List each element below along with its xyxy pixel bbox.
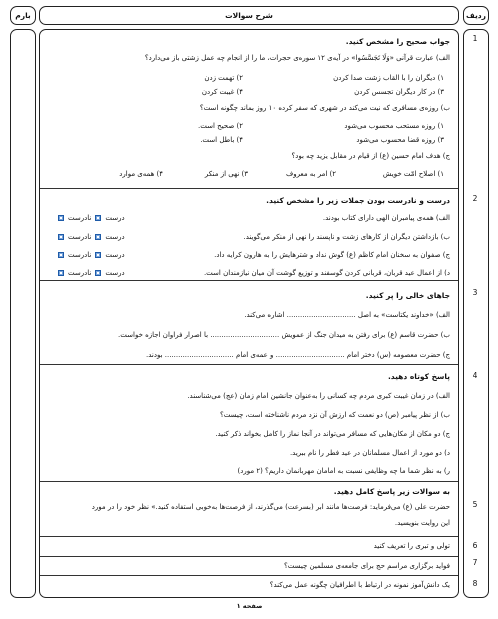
- exam-sheet: [10, 6, 489, 610]
- false-checkbox[interactable]: [58, 252, 64, 258]
- question-3: [40, 281, 458, 365]
- q8-number: 8: [472, 579, 478, 588]
- question-1: [40, 30, 458, 189]
- question-2: [40, 189, 458, 281]
- radif-column: [463, 29, 489, 598]
- true-option: درست: [105, 214, 125, 222]
- q3-c-text: ج) حضرت معصومه (س) دختر امام ............................... و عمه‌ی امام ............................... بودند.: [146, 351, 450, 359]
- question-4: [40, 365, 458, 482]
- q4-b-text: ب) از نظر پیامبر (ص) دو نعمت که ارزش آن نزد مردم ناشناخته است، چیست؟: [220, 411, 450, 419]
- q2-item-b: ب) بازداشتن دیگران از کارهای زشت و ناپسند را نهی از منکر می‌گویند.: [243, 233, 450, 241]
- q2-item-d: د) از اعمال عید قربان، قربانی کردن گوسفند و توزیع گوشت آن میان نیازمندان است.: [203, 269, 450, 277]
- q4-a-text: الف) در زمان غیبت کبری مردم چه کسانی را به‌عنوان جانشین امام زمان (عج) می‌شناسند.: [187, 392, 450, 400]
- q4-title: پاسخ کوتاه دهید.: [387, 372, 450, 381]
- q4-c-text: ج) دو مکان از مکان‌هایی که مسافر می‌تواند در آنجا نماز را کامل بخواند ذکر کنید.: [215, 430, 450, 438]
- q4-d-text: د) دو مورد از اعمال مسلمانان در عید فطر را نام ببرید.: [289, 449, 450, 457]
- q1-b-option-3: ۳) روزه قضا محسوب می‌شود: [356, 136, 444, 144]
- q3-number: 3: [472, 288, 478, 297]
- true-checkbox[interactable]: [95, 215, 101, 221]
- long-answer-title: به سوالات زیر پاسخ کامل دهید.: [333, 487, 450, 496]
- header-title: شرح سوالات: [39, 6, 459, 25]
- q7-text: فواید برگزاری مراسم حج برای جامعه‌ی مسلمین چیست؟: [284, 562, 450, 570]
- q2-title: درست و نادرست بودن جملات زیر را مشخص کنید.: [266, 196, 450, 205]
- question-5: [40, 482, 458, 537]
- q2-item-d-choices: [58, 269, 125, 277]
- barem-column: [10, 29, 36, 598]
- true-checkbox[interactable]: [95, 234, 101, 240]
- false-option: نادرست: [68, 251, 92, 259]
- q1-a-option-2: ۲) تهمت زدن: [204, 74, 243, 82]
- false-checkbox[interactable]: [58, 234, 64, 240]
- q1-c-option-3: ۳) نهی از منکر: [204, 170, 248, 178]
- q4-e-text: ر) به نظر شما ما چه وظایفی نسبت به امامان مهربانمان داریم؟ (۲ مورد): [237, 467, 450, 475]
- true-checkbox[interactable]: [95, 252, 101, 258]
- q7-number: 7: [472, 558, 478, 567]
- page-number: صفحه ۱: [236, 602, 263, 610]
- q1-b-option-2: ۲) صحیح است.: [198, 122, 243, 130]
- q3-title: جاهای خالی را پر کنید.: [365, 291, 450, 300]
- q2-number: 2: [472, 194, 478, 203]
- q1-a-option-4: ۴) غیبت کردن: [201, 88, 243, 96]
- q1-number: 1: [472, 34, 478, 43]
- true-option: درست: [105, 269, 125, 277]
- q5-number: 5: [472, 500, 478, 509]
- q1-a-option-3: ۳) در کار دیگران تجسس کردن: [354, 88, 444, 96]
- q1-title: جواب صحیح را مشخص کنید.: [345, 37, 450, 46]
- q3-a-text: الف) «خداوند یکتاست» به اصل ............................... اشاره می‌کند.: [244, 311, 450, 319]
- header-radif: ردیف: [463, 6, 489, 25]
- false-checkbox[interactable]: [58, 270, 64, 276]
- q6-text: تولی و تبری را تعریف کنید: [373, 542, 450, 550]
- true-option: درست: [105, 251, 125, 259]
- false-option: نادرست: [68, 269, 92, 277]
- q2-item-c: ج) صفوان به سخنان امام کاظم (ع) گوش نداد و شترهایش را به هارون کرایه داد.: [214, 251, 450, 259]
- table-header: [10, 6, 489, 26]
- q4-number: 4: [472, 371, 478, 380]
- header-barem: بارم: [10, 6, 36, 25]
- q2-item-a: الف) همه‌ی پیامبران الهی دارای کتاب بودند.: [322, 214, 450, 222]
- q1-c-option-1: ۱) اصلاح امّت خویش: [382, 170, 444, 178]
- question-7: [40, 557, 458, 576]
- q1-c-option-4: ۴) همه‌ی موارد: [119, 170, 163, 178]
- false-checkbox[interactable]: [58, 215, 64, 221]
- question-8: [40, 576, 458, 598]
- q2-item-c-choices: [58, 251, 125, 259]
- q3-b-text: ب) حضرت قاسم (ع) برای رفتن به میدان جنگ از عمویش ............................... با اصرار فراوان اجازه خواست.: [118, 331, 450, 339]
- q1-b-text: ب) روزه‌ی مسافری که نیت می‌کند در شهری که سفر کرده ۱۰ روز بماند چگونه است؟: [199, 104, 450, 112]
- q8-text: یک دانش‌آموز نمونه در ارتباط با اطرافیان چگونه عمل می‌کند؟: [269, 581, 450, 589]
- q1-c-option-2: ۲) امر به معروف: [285, 170, 336, 178]
- q2-item-a-choices: [58, 214, 125, 222]
- false-option: نادرست: [68, 233, 92, 241]
- q5-text-line-2: این روایت بنویسید.: [394, 519, 450, 527]
- true-checkbox[interactable]: [95, 270, 101, 276]
- questions-column: [39, 29, 459, 598]
- q1-a-text: الف) عبارت قرآنی «وَلَا تَجَسَّسُوا» در آیه‌ی ۱۲ سوره‌ی حجرات، ما را از انجام چه عمل زشتی باز می‌دارد؟: [144, 54, 450, 62]
- true-option: درست: [105, 233, 125, 241]
- q1-b-option-1: ۱) روزه مستحب محسوب می‌شود: [344, 122, 444, 130]
- q1-b-option-4: ۴) باطل است.: [200, 136, 243, 144]
- q6-number: 6: [472, 541, 478, 550]
- question-6: [40, 537, 458, 557]
- q1-a-option-1: ۱) دیگران را با القاب زشت صدا کردن: [333, 74, 444, 82]
- q1-c-text: ج) هدف امام حسین (ع) از قیام در مقابل یزید چه بود؟: [291, 152, 450, 160]
- q5-text-line-1: حضرت علی (ع) می‌فرماید: فرصت‌ها مانند ابر (بسرعت) می‌گذرند، از فرصت‌ها به‌خوبی استفاده کنید.» نظر خود را در مورد: [91, 503, 450, 511]
- false-option: نادرست: [68, 214, 92, 222]
- q2-item-b-choices: [58, 233, 125, 241]
- exam-body: [10, 29, 489, 598]
